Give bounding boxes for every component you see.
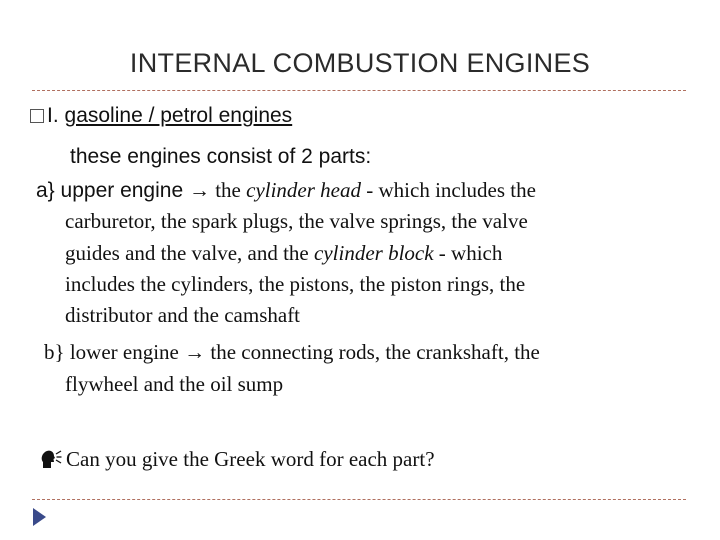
question-line [40,447,435,472]
slide-title: INTERNAL COMBUSTION ENGINES [129,48,591,78]
arrow-icon: → [188,178,210,202]
part-a-text: guides and the valve, and the [65,241,315,265]
intro-text: these engines consist of 2 parts: [70,145,372,168]
top-divider [32,90,686,91]
part-a-line-4: includes the cylinders, the pistons, the piston rings, the [65,272,526,296]
part-b-line-1 [44,340,540,365]
part-b-label: b} lower engine [44,340,185,364]
arrow-icon: → [184,340,206,364]
checkbox-bullet-icon [30,109,44,123]
part-a-label: a} upper engine [36,179,189,202]
term-cylinder-block: cylinder block [314,241,434,265]
speaking-head-icon [40,449,62,469]
play-triangle-icon[interactable] [33,508,46,526]
bullet-heading-line [30,104,292,128]
bullet-prefix: I. [47,104,65,127]
term-cylinder-head: cylinder head [246,178,361,202]
bottom-divider [32,499,686,500]
part-a-text: - which [433,241,503,265]
part-a-text: - which includes the [361,178,536,202]
question-text: Can you give the Greek word for each part? [66,447,435,471]
bullet-heading: gasoline / petrol engines [64,104,293,127]
part-a-line-1 [36,178,536,203]
part-b-text: the connecting rods, the crankshaft, the [205,340,540,364]
part-a-text: the [209,178,247,202]
part-b-line-2: flywheel and the oil sump [65,372,284,396]
part-a-line-3 [65,241,502,266]
part-a-line-5: distributor and the camshaft [65,303,301,327]
part-a-line-2: carburetor, the spark plugs, the valve springs, the valve [65,209,528,233]
